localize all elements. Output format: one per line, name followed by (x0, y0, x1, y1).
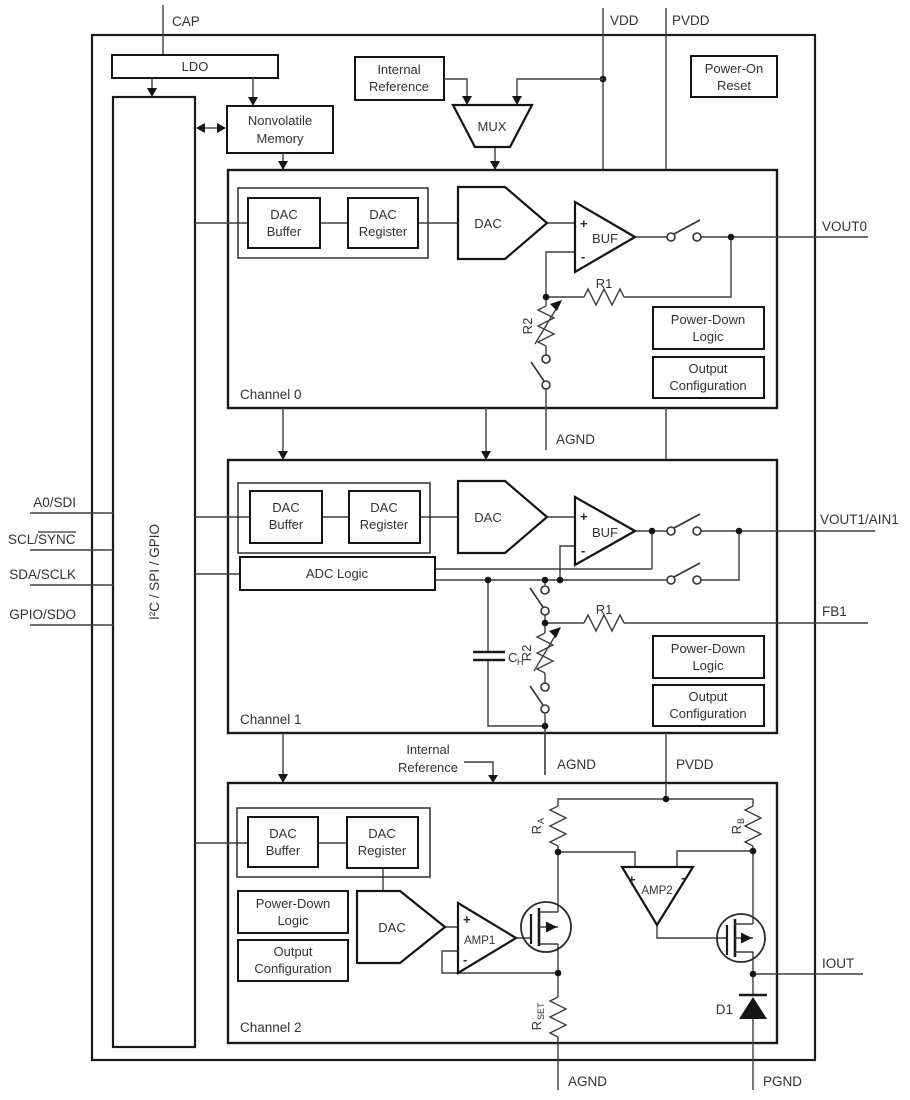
channel2-output-config-line2: Configuration (254, 961, 332, 976)
channel0-output-config-line1: Output (688, 361, 728, 376)
vout0-node (728, 234, 735, 241)
channel1-fb-switch-contact (541, 607, 549, 615)
rset-label-sub: SET (536, 1002, 546, 1020)
rb-node (750, 848, 757, 855)
channel0-gnd-switch-contact (542, 381, 550, 389)
vout1-pin-label: VOUT1/AIN1 (820, 512, 899, 527)
channel1-buf-minus: - (581, 543, 586, 558)
ra-label: R (529, 825, 544, 835)
iout-node (750, 971, 757, 978)
channel1-r1-label: R1 (595, 602, 613, 617)
channel1-dac-label: DAC (474, 510, 502, 525)
channel0-r1-label: R1 (595, 276, 613, 291)
channel0-label: Channel 0 (240, 387, 302, 402)
channel1-dac-register-line2: Register (359, 517, 409, 532)
channel0-dac-buffer-line2: Buffer (266, 224, 302, 239)
channel2-output-config-line1: Output (273, 944, 313, 959)
channel1-fb-switch-contact (541, 586, 549, 594)
amp2-label: AMP2 (641, 885, 673, 897)
channel0-feedback-node (543, 294, 550, 301)
channel1-output-switch-contact (667, 527, 675, 535)
interface-label: I²C / SPI / GPIO (147, 523, 162, 621)
ldo-label: LDO (181, 59, 209, 74)
channel1-dac-buffer-line2: Buffer (268, 517, 304, 532)
amp1-minus: - (463, 952, 468, 967)
channel1-gnd-switch-contact (541, 705, 549, 713)
channel0-output-config-line2: Configuration (669, 378, 747, 393)
channel1-feedback-node (542, 620, 549, 627)
channel1-buf-label: BUF (592, 525, 618, 540)
scl-sync-overlined: SYNC (38, 532, 76, 547)
intref-feed-line1: Internal (406, 742, 450, 757)
channel1-dac-register-line1: DAC (370, 500, 398, 515)
channel1-output-config-line1: Output (688, 689, 728, 704)
channel1-minus-node (557, 577, 564, 584)
iout-pin-label: IOUT (822, 956, 855, 971)
rset-node (555, 970, 562, 977)
agnd-bottom-pin-label: AGND (568, 1074, 608, 1089)
power-on-reset-block (691, 56, 777, 97)
pvdd-rail-node (663, 796, 670, 803)
channel0-dac-register-line1: DAC (369, 207, 397, 222)
internal-reference-line1: Internal (377, 62, 421, 77)
rb-label-sub: B (736, 817, 746, 824)
channel2-pvdd-label: PVDD (676, 757, 714, 772)
channel1-gnd-node (542, 723, 549, 730)
channel0-dac-label: DAC (474, 216, 502, 231)
rb-label: R (729, 825, 744, 835)
channel0-buf-minus: - (581, 249, 586, 264)
channel2-power-down-line2: Logic (277, 913, 309, 928)
channel1-chold-label: C (508, 650, 518, 665)
channel1-power-down-line2: Logic (692, 658, 724, 673)
vdd-pin-label: VDD (610, 13, 639, 28)
channel2-dac-buffer-line1: DAC (269, 826, 297, 841)
channel1-buf-output-node (649, 528, 656, 535)
channel1-network-node (542, 577, 549, 584)
channel0-r2-label: R2 (520, 317, 535, 335)
d1-label: D1 (715, 1002, 733, 1017)
fb1-pin-label: FB1 (822, 604, 847, 619)
ra-label-sub: A (536, 817, 546, 824)
vout1-node (736, 528, 743, 535)
channel0-dac-register-box (348, 198, 418, 248)
scl-sync-prefix: SCL/ (7, 532, 38, 547)
channel1-cap-node (485, 577, 492, 584)
sda-sclk-pin-label: SDA/SCLK (9, 567, 76, 582)
channel0-dac-buffer-box (248, 198, 320, 248)
channel1-label: Channel 1 (240, 712, 302, 727)
channel1-agnd-label: AGND (557, 757, 597, 772)
vout0-pin-label: VOUT0 (822, 219, 868, 234)
cap-pin-label: CAP (172, 14, 200, 29)
channel1-buf-plus: + (580, 509, 588, 524)
amp1-plus: + (463, 912, 471, 927)
channel0-dac-register-line2: Register (358, 224, 408, 239)
channel2-power-down-line1: Power-Down (255, 896, 331, 911)
channel1-r2-label: R2 (519, 644, 534, 662)
channel2-dac-buffer-line2: Buffer (265, 843, 301, 858)
channel0-switch-contact (693, 233, 701, 241)
channel0-agnd-label: AGND (556, 432, 596, 447)
channel0-buf-plus: + (580, 216, 588, 231)
channel1-sense-switch-contact (693, 576, 701, 584)
channel1-output-config-line2: Configuration (669, 706, 747, 721)
nvm-label-line2: Memory (256, 131, 304, 146)
channel0-dac-buffer-line1: DAC (270, 207, 298, 222)
channel2-dac-label: DAC (378, 920, 406, 935)
amp2-minus: - (681, 870, 686, 885)
channel1-dac-buffer-line1: DAC (272, 500, 300, 515)
channel1-sense-switch-contact (667, 576, 675, 584)
pgnd-pin-label: PGND (763, 1074, 803, 1089)
por-label-line1: Power-On (704, 61, 764, 76)
gpio-sdo-pin-label: GPIO/SDO (9, 607, 76, 622)
channel1-adc-logic-label: ADC Logic (305, 566, 369, 581)
intref-feed-line2: Reference (398, 760, 458, 775)
channel2-dac-register-line1: DAC (368, 826, 396, 841)
por-label-line2: Reset (717, 78, 751, 93)
channel1-power-down-line1: Power-Down (670, 641, 746, 656)
channel2-dac-buffer-box (248, 817, 318, 867)
channel2-label: Channel 2 (240, 1020, 302, 1035)
channel0-buf-label: BUF (592, 231, 618, 246)
channel0-switch-contact (667, 233, 675, 241)
channel1-gnd-switch-contact (541, 683, 549, 691)
a0-sdi-pin-label: A0/SDI (33, 495, 76, 510)
internal-reference-line2: Reference (369, 79, 429, 94)
amp1-label: AMP1 (464, 935, 496, 947)
rset-label: R (529, 1021, 544, 1031)
channel0-power-down-line1: Power-Down (670, 312, 746, 327)
channel1-chold-sub: H (517, 657, 524, 667)
channel1-output-switch-contact (693, 527, 701, 535)
pvdd-pin-label: PVDD (672, 13, 710, 28)
nvm-label-line1: Nonvolatile (247, 113, 313, 128)
channel0-gnd-switch-contact (542, 355, 550, 363)
amp2-plus: + (628, 872, 636, 887)
mux-label: MUX (477, 119, 507, 134)
ra-node (555, 849, 562, 856)
channel2-dac-register-line2: Register (357, 843, 407, 858)
channel0-power-down-line2: Logic (692, 329, 724, 344)
